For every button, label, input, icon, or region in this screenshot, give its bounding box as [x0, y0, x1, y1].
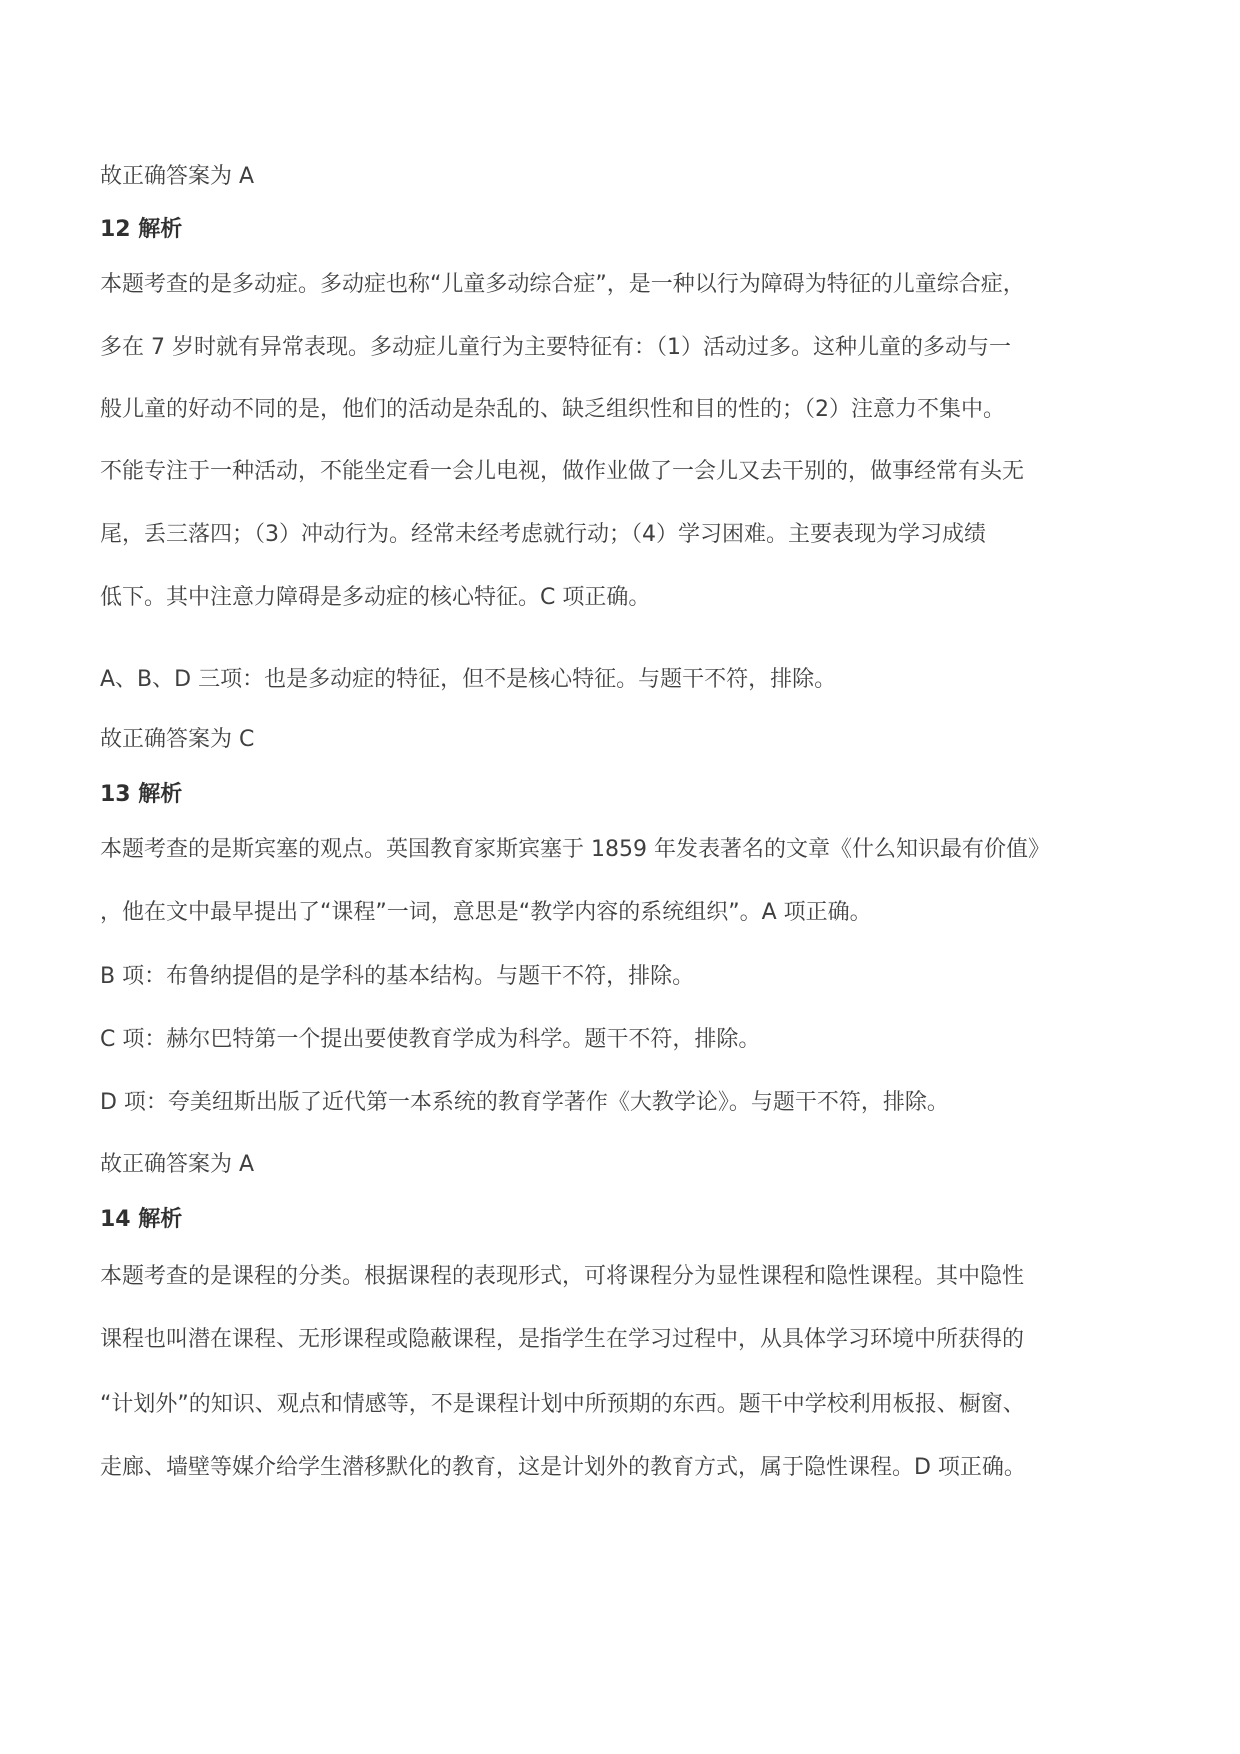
- paragraph-line: 尾，丢三落四；（3）冲动行为。经常未经考虑就行动；（4）学习困难。主要表现为学习成绩: [100, 522, 986, 547]
- paragraph-line: “计划外”的知识、观点和情感等，不是课程计划中所预期的东西。题干中学校利用板报、橱窗、: [100, 1392, 1025, 1417]
- paragraph-line: 走廊、墙壁等媒介给学生潜移默化的教育，这是计划外的教育方式，属于隐性课程。D 项正确。: [100, 1455, 1026, 1480]
- option-explanation: C 项：赫尔巴特第一个提出要使教育学成为科学。题干不符，排除。: [100, 1027, 761, 1052]
- answer-line: 故正确答案为 A: [100, 1152, 255, 1177]
- answer-line: 故正确答案为 C: [100, 727, 255, 752]
- paragraph-line: 般儿童的好动不同的是，他们的活动是杂乱的、缺乏组织性和目的性的；（2）注意力不集中。: [100, 397, 1006, 422]
- paragraph-line: 本题考查的是课程的分类。根据课程的表现形式，可将课程分为显性课程和隐性课程。其中隐性: [100, 1264, 1025, 1289]
- paragraph-line: 多在 7 岁时就有异常表现。多动症儿童行为主要特征有：（1）活动过多。这种儿童的多动与一: [100, 335, 1011, 360]
- paragraph-line: ，他在文中最早提出了“课程”一词，意思是“教学内容的系统组织”。A 项正确。: [100, 900, 872, 925]
- option-explanation: B 项：布鲁纳提倡的是学科的基本结构。与题干不符，排除。: [100, 964, 695, 989]
- answer-line: 故正确答案为 A: [100, 164, 255, 189]
- section-heading-14: 14 解析: [100, 1207, 183, 1232]
- paragraph-line: 本题考查的是斯宾塞的观点。英国教育家斯宾塞于 1859 年发表著名的文章《什么知识最有价值》: [100, 837, 1050, 862]
- paragraph-line: 课程也叫潜在课程、无形课程或隐蔽课程，是指学生在学习过程中，从具体学习环境中所获得的: [100, 1327, 1025, 1352]
- paragraph-line: 低下。其中注意力障碍是多动症的核心特征。C 项正确。: [100, 585, 651, 610]
- section-heading-13: 13 解析: [100, 782, 183, 807]
- section-heading-12: 12 解析: [100, 217, 183, 242]
- paragraph-line: 本题考查的是多动症。多动症也称“儿童多动综合症”，是一种以行为障碍为特征的儿童综合症，: [100, 272, 1025, 297]
- option-explanation: D 项：夸美纽斯出版了近代第一本系统的教育学著作《大教学论》。与题干不符，排除。: [100, 1090, 949, 1115]
- paragraph-line: 不能专注于一种活动，不能坐定看一会儿电视，做作业做了一会儿又去干别的，做事经常有头无: [100, 459, 1025, 484]
- option-explanation: A、B、D 三项：也是多动症的特征，但不是核心特征。与题干不符，排除。: [100, 667, 837, 692]
